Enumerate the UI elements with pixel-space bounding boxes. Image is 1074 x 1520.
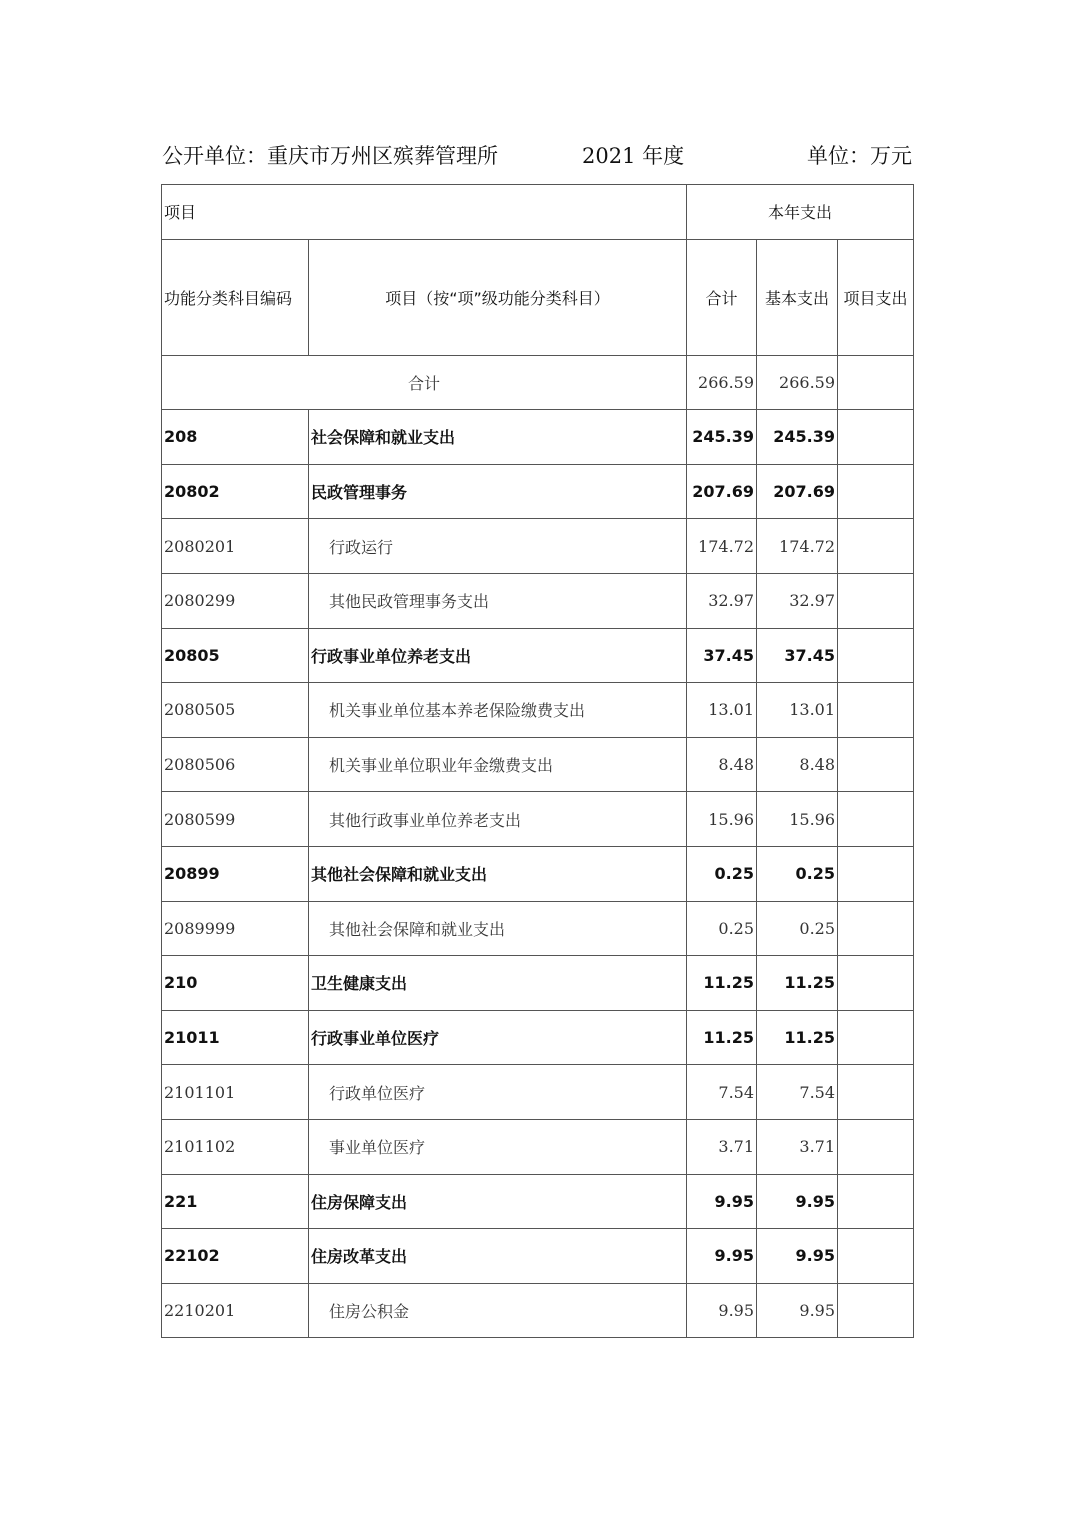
currency-unit: 单位：万元 — [807, 144, 912, 168]
row-basic: 0.25 — [757, 846, 838, 901]
row-name: 机关事业单位职业年金缴费支出 — [309, 737, 687, 792]
row-name: 住房改革支出 — [309, 1229, 687, 1284]
table-row — [162, 683, 914, 738]
row-project — [838, 1119, 914, 1174]
row-project — [838, 792, 914, 847]
row-name: 事业单位医疗 — [309, 1119, 687, 1174]
row-code: 2080506 — [162, 737, 309, 792]
row-total: 9.95 — [687, 1229, 757, 1284]
row-name: 住房公积金 — [309, 1283, 687, 1338]
row-project — [838, 683, 914, 738]
row-total: 11.25 — [687, 956, 757, 1011]
row-total: 207.69 — [687, 464, 757, 519]
row-code: 21011 — [162, 1010, 309, 1065]
row-name: 其他民政管理事务支出 — [309, 573, 687, 628]
row-code: 2101102 — [162, 1119, 309, 1174]
row-basic: 7.54 — [757, 1065, 838, 1120]
row-code: 208 — [162, 410, 309, 465]
row-basic: 37.45 — [757, 628, 838, 683]
table-row — [162, 410, 914, 465]
row-basic: 207.69 — [757, 464, 838, 519]
fiscal-year: 2021 年度 — [582, 144, 685, 168]
row-code: 2210201 — [162, 1283, 309, 1338]
row-basic: 0.25 — [757, 901, 838, 956]
table-row — [162, 1119, 914, 1174]
row-project — [838, 1010, 914, 1065]
row-project — [838, 628, 914, 683]
row-basic: 9.95 — [757, 1283, 838, 1338]
row-name: 住房保障支出 — [309, 1174, 687, 1229]
row-total: 9.95 — [687, 1283, 757, 1338]
header-row-columns — [162, 239, 914, 355]
row-total: 37.45 — [687, 628, 757, 683]
row-basic: 8.48 — [757, 737, 838, 792]
total-project — [838, 355, 914, 410]
row-basic: 174.72 — [757, 519, 838, 574]
total-basic: 266.59 — [757, 355, 838, 410]
row-total: 11.25 — [687, 1010, 757, 1065]
row-basic: 9.95 — [757, 1229, 838, 1284]
row-code: 20805 — [162, 628, 309, 683]
header-basic: 基本支出 — [757, 239, 838, 355]
row-project — [838, 464, 914, 519]
header-item: 项目 — [162, 185, 687, 240]
row-name: 机关事业单位基本养老保险缴费支出 — [309, 683, 687, 738]
table-row — [162, 1283, 914, 1338]
total-total: 266.59 — [687, 355, 757, 410]
row-total: 174.72 — [687, 519, 757, 574]
table-row — [162, 846, 914, 901]
row-project — [838, 1283, 914, 1338]
row-code: 2080201 — [162, 519, 309, 574]
document-header — [162, 140, 912, 176]
row-code: 20899 — [162, 846, 309, 901]
row-name: 行政运行 — [309, 519, 687, 574]
row-name: 行政事业单位养老支出 — [309, 628, 687, 683]
expenditure-table — [161, 184, 914, 1338]
row-total: 7.54 — [687, 1065, 757, 1120]
row-project — [838, 410, 914, 465]
row-name: 其他社会保障和就业支出 — [309, 901, 687, 956]
row-basic: 9.95 — [757, 1174, 838, 1229]
header-expense-group: 本年支出 — [687, 185, 914, 240]
table-row — [162, 737, 914, 792]
table-row — [162, 956, 914, 1011]
row-code: 210 — [162, 956, 309, 1011]
row-basic: 11.25 — [757, 956, 838, 1011]
row-code: 2089999 — [162, 901, 309, 956]
row-name: 行政单位医疗 — [309, 1065, 687, 1120]
row-total: 8.48 — [687, 737, 757, 792]
row-code: 221 — [162, 1174, 309, 1229]
row-total: 9.95 — [687, 1174, 757, 1229]
row-code: 2080299 — [162, 573, 309, 628]
total-row — [162, 355, 914, 410]
table-row — [162, 1229, 914, 1284]
header-code: 功能分类科目编码 — [162, 239, 309, 355]
row-basic: 11.25 — [757, 1010, 838, 1065]
row-total: 3.71 — [687, 1119, 757, 1174]
total-label: 合计 — [162, 355, 687, 410]
row-name: 民政管理事务 — [309, 464, 687, 519]
row-basic: 13.01 — [757, 683, 838, 738]
row-project — [838, 737, 914, 792]
row-code: 20802 — [162, 464, 309, 519]
table-row — [162, 1065, 914, 1120]
table-row — [162, 1174, 914, 1229]
row-total: 0.25 — [687, 846, 757, 901]
row-name: 其他行政事业单位养老支出 — [309, 792, 687, 847]
header-total: 合计 — [687, 239, 757, 355]
row-name: 行政事业单位医疗 — [309, 1010, 687, 1065]
row-basic: 3.71 — [757, 1119, 838, 1174]
row-basic: 32.97 — [757, 573, 838, 628]
row-project — [838, 1065, 914, 1120]
row-project — [838, 573, 914, 628]
row-basic: 245.39 — [757, 410, 838, 465]
row-project — [838, 846, 914, 901]
row-project — [838, 519, 914, 574]
row-total: 32.97 — [687, 573, 757, 628]
row-code: 2080599 — [162, 792, 309, 847]
table-row — [162, 573, 914, 628]
publishing-unit: 公开单位：重庆市万州区殡葬管理所 — [162, 144, 498, 168]
table-row — [162, 901, 914, 956]
header-row-group — [162, 185, 914, 240]
row-project — [838, 1229, 914, 1284]
table-row — [162, 628, 914, 683]
row-total: 13.01 — [687, 683, 757, 738]
header-name: 项目（按“项”级功能分类科目） — [309, 239, 687, 355]
row-total: 245.39 — [687, 410, 757, 465]
row-code: 2080505 — [162, 683, 309, 738]
table-row — [162, 1010, 914, 1065]
row-name: 社会保障和就业支出 — [309, 410, 687, 465]
row-name: 卫生健康支出 — [309, 956, 687, 1011]
row-project — [838, 1174, 914, 1229]
row-project — [838, 901, 914, 956]
row-code: 2101101 — [162, 1065, 309, 1120]
header-project: 项目支出 — [838, 239, 914, 355]
row-total: 0.25 — [687, 901, 757, 956]
row-code: 22102 — [162, 1229, 309, 1284]
row-project — [838, 956, 914, 1011]
table-row — [162, 464, 914, 519]
table-row — [162, 792, 914, 847]
row-total: 15.96 — [687, 792, 757, 847]
row-name: 其他社会保障和就业支出 — [309, 846, 687, 901]
row-basic: 15.96 — [757, 792, 838, 847]
table-row — [162, 519, 914, 574]
